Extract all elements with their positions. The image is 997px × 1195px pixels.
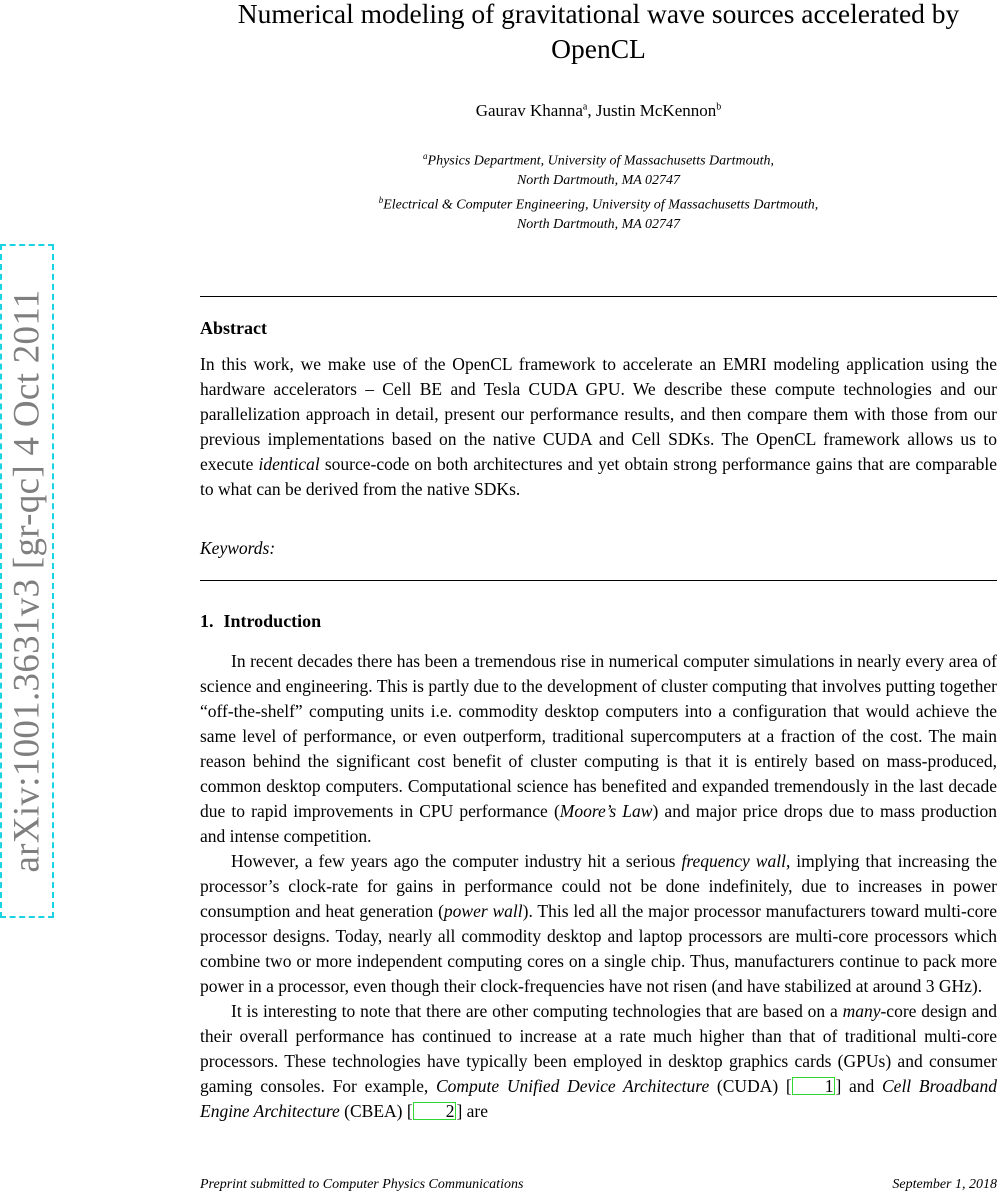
top-rule: [200, 296, 997, 297]
emphasis: Compute Unified Device Architecture: [435, 1076, 710, 1096]
author-separator: ,: [587, 101, 596, 120]
section-title: Introduction: [223, 611, 322, 631]
text: In recent decades there has been a tremendous rise in numerical computer simulations in nearly every area of science and engineering. This is partly due to the development of cluster computing that involves putting together “off-the-shelf” computing units i.e. commodity desktop computers into a configuration that would achieve the same level of performance, or even outperform, traditional supercomputers at a fraction of the cost. The main reason behind the significant cost benefit of cluster computing is that it is entirely based on mass-produced, common desktop computers. Computational science has benefited and expanded tremendously in the last decade due to rapid improvements in CPU performance (: [200, 651, 997, 821]
affiliation-mark: a: [423, 151, 428, 161]
text: (CUDA) [: [709, 1076, 792, 1096]
affiliation-line: North Dartmouth, MA 02747: [516, 173, 681, 189]
arxiv-id: arXiv:1001.3631v3 [gr-qc] 4 Oct 2011: [6, 289, 48, 873]
author-name: Gaurav Khanna: [475, 101, 583, 120]
bottom-rule: [200, 580, 997, 581]
text: ] are: [456, 1101, 489, 1121]
affiliation-line: [200, 191, 997, 215]
emphasis: frequency wall: [681, 851, 786, 871]
text: ] and: [835, 1076, 882, 1096]
abstract-text-part: source-code on both architectures and yet obtain strong performance gains that are comparable to what can be derived from the native SDKs.: [200, 454, 997, 499]
affiliation-text: Physics Department, University of Massachusetts Dartmouth,: [427, 153, 774, 169]
affiliation-mark: b: [378, 194, 384, 205]
emphasis: many: [842, 1001, 881, 1021]
arxiv-stamp: [0, 244, 54, 918]
author-mark: a: [582, 101, 588, 113]
paper-title: Numerical modeling of gravitational wave sources accelerated by OpenCL: [237, 0, 960, 64]
section-heading: [200, 611, 321, 632]
abstract-heading: Abstract: [200, 318, 267, 338]
author-mark: b: [716, 101, 722, 113]
citation-link[interactable]: 2: [413, 1102, 457, 1120]
text: (CBEA) [: [339, 1101, 413, 1121]
abstract-text: [200, 352, 997, 502]
abstract-emphasis: identical: [258, 454, 320, 474]
text: However, a few years ago the computer industry hit a serious: [231, 851, 682, 871]
footer-journal: Preprint submitted to Computer Physics Communications: [200, 1177, 524, 1192]
author-name: Justin McKennon: [595, 101, 717, 120]
affiliation-text: Electrical & Computer Engineering, University of Massachusetts Dartmouth,: [383, 197, 819, 213]
text: ). This led all the major processor manufacturers toward multi-core processor designs. Today, nearly all commodity desktop and laptop processors are multi-core processors which combine two or more independent computing cores on a single chip. Thus, manufacturers continue to pack more power in a processor, even though their clock-frequencies have not risen (and have stabilized at around 3 GHz).: [200, 901, 997, 996]
paragraph: [200, 849, 997, 999]
text: It is interesting to note that there are other computing technologies that are based on a: [231, 1001, 843, 1021]
affiliation-line: North Dartmouth, MA 02747: [516, 216, 681, 232]
emphasis: Cell Broadband Engine Architecture: [200, 1076, 997, 1121]
author-list: [200, 101, 997, 121]
paragraph: [200, 649, 997, 849]
citation-link[interactable]: 1: [792, 1077, 836, 1095]
text: , implying that increasing the processor’s clock-rate for gains in performance could not be done indefinitely, due to increases in power consumption and heat generation (: [200, 851, 997, 921]
text: ) and major price drops due to mass production and intense competition.: [200, 801, 997, 846]
emphasis: power wall: [443, 901, 523, 921]
emphasis: Moore’s Law: [559, 801, 653, 821]
text: -core design and their overall performance has continued to increase at a rate much higher than that of traditional multi-core processors. These technologies have typically been employed in desktop graphics cards (GPUs) and consumer gaming consoles. For example,: [200, 1001, 997, 1096]
introduction-body: [200, 649, 997, 1124]
abstract-text-part: In this work, we make use of the OpenCL framework to accelerate an EMRI modeling application using the hardware accelerators – Cell BE and Tesla CUDA GPU. We describe these compute technologies and our parallelization approach in detail, present our performance results, and then compare them with those from our previous implementations based on the native CUDA and Cell SDKs. The OpenCL framework allows us to execute: [200, 354, 997, 474]
affiliations: [200, 147, 997, 234]
section-number: 1.: [200, 611, 214, 631]
footer-date: September 1, 2018: [892, 1177, 997, 1192]
affiliation-line: [200, 147, 997, 171]
paragraph: [200, 999, 997, 1124]
keywords-label: Keywords:: [200, 538, 276, 558]
